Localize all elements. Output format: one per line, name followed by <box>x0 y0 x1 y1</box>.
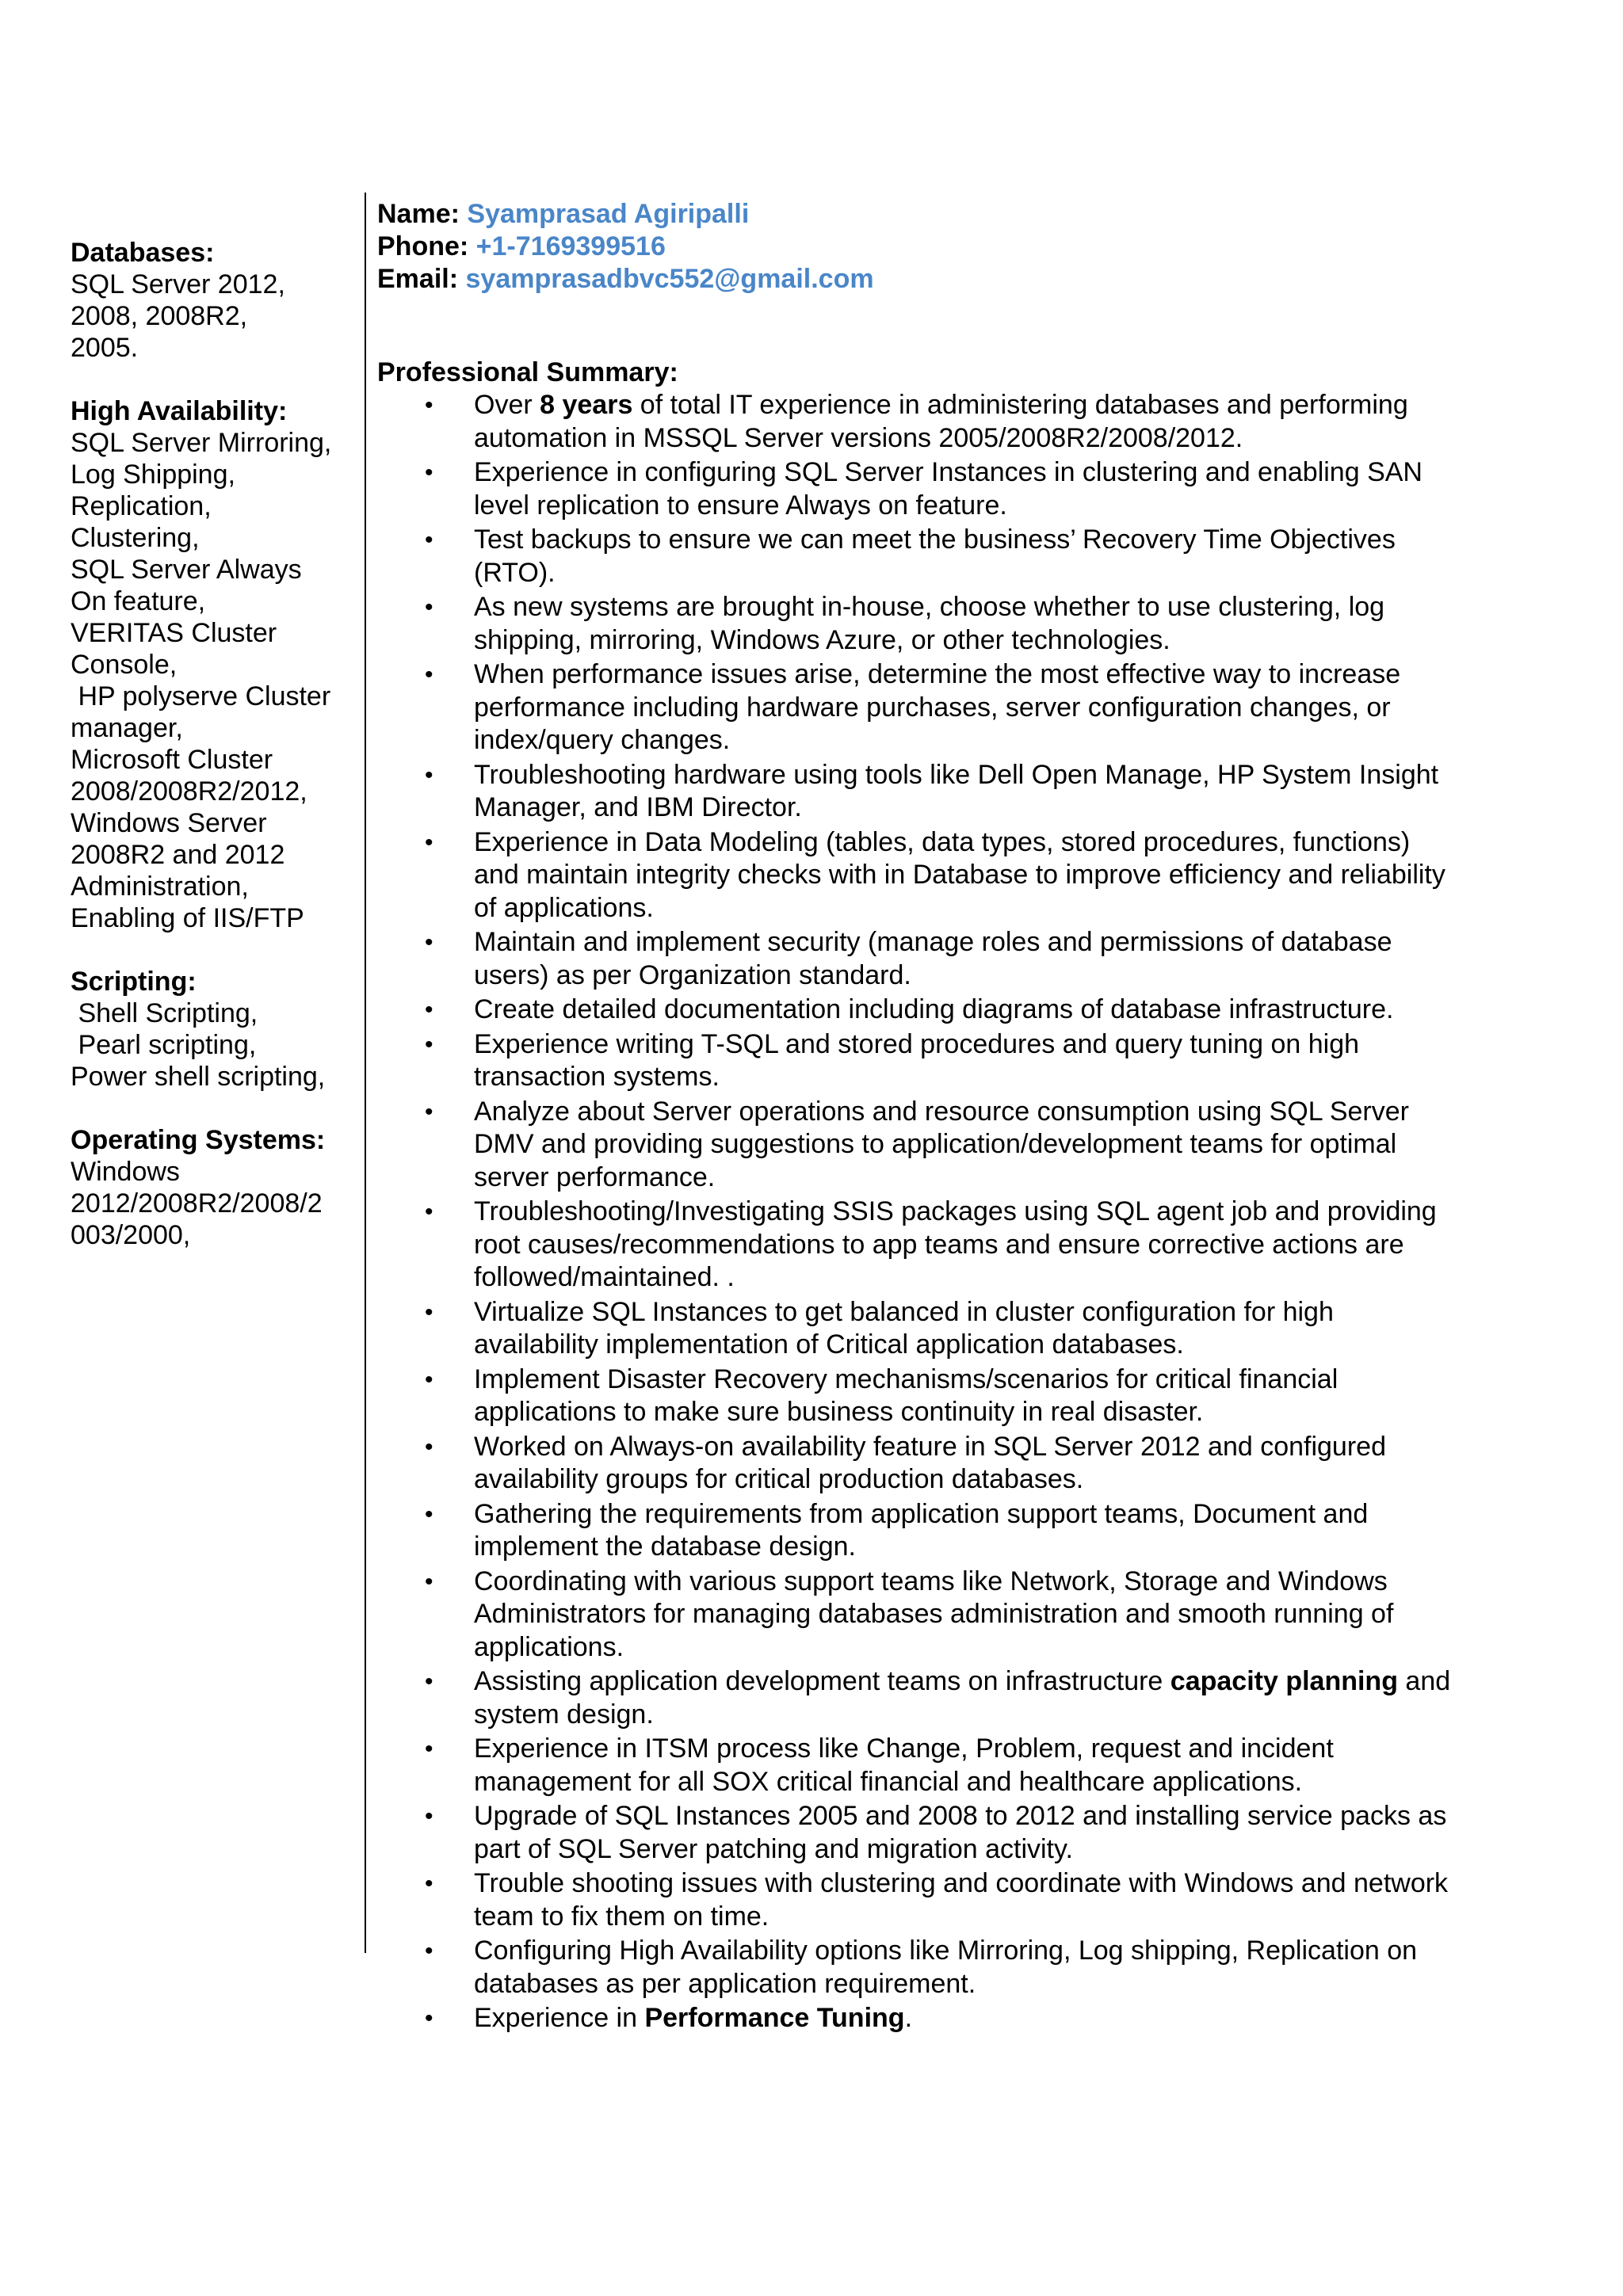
sidebar-line: 2005. <box>71 333 139 363</box>
summary-text: Experience in configuring SQL Server Instances in clustering and enabling SAN level replication to ensure Always on feature. <box>474 457 1423 521</box>
bullet-icon: • <box>425 1669 433 1695</box>
summary-item <box>377 759 1455 825</box>
sidebar-line: Log Shipping, <box>71 460 235 490</box>
summary-item <box>377 658 1455 757</box>
summary-item <box>377 389 1455 455</box>
contact-email <box>377 263 1455 296</box>
summary-item <box>377 1800 1455 1866</box>
sidebar-line: SQL Server 2012, <box>71 269 285 299</box>
sidebar-line: HP polyserve Cluster <box>71 681 331 711</box>
summary-text: Implement Disaster Recovery mechanisms/scenarios for critical financial applications to make sure business continuity in real disaster. <box>474 1363 1338 1427</box>
summary-text: Experience in <box>474 2003 645 2033</box>
sidebar-line: Console, <box>71 650 178 680</box>
contact-phone <box>377 231 1455 263</box>
summary-text: Gathering the requirements from application support teams, Document and implement the database design. <box>474 1498 1369 1562</box>
summary-text: Test backups to ensure we can meet the business’ Recovery Time Objectives (RTO). <box>474 524 1396 588</box>
sidebar-line: 2008, 2008R2, <box>71 301 248 331</box>
summary-text: of total IT experience in administering databases and performing automation in MSSQL Server versions 2005/2008R2/2008/2012. <box>474 390 1408 453</box>
sidebar-line: 2008R2 and 2012 <box>71 840 285 870</box>
bullet-icon: • <box>425 594 433 620</box>
summary-emphasis: capacity planning <box>1170 1666 1398 1696</box>
sidebar-section-heading: Scripting: <box>71 967 197 997</box>
summary-item <box>377 591 1455 657</box>
summary-item <box>377 1867 1455 1933</box>
summary-text: As new systems are brought in-house, choose whether to use clustering, log shipping, mirroring, Windows Azure, or other technologies. <box>474 592 1385 655</box>
summary-text: Analyze about Server operations and resource consumption using SQL Server DMV and providing suggestions to application/development teams for optimal server performance. <box>474 1096 1409 1192</box>
summary-text: Virtualize SQL Instances to get balanced in cluster configuration for high availability implementation of Critical application databases. <box>474 1296 1334 1360</box>
summary-item <box>377 1296 1455 1362</box>
summary-item <box>377 926 1455 992</box>
sidebar-line: 2012/2008R2/2008/2 <box>71 1188 323 1219</box>
name-value: Syamprasad Agiripalli <box>467 199 750 229</box>
summary-text: Troubleshooting/Investigating SSIS packages using SQL agent job and providing root causes/recommendations to app teams and ensure corrective actions are followed/maintained. . <box>474 1196 1437 1292</box>
bullet-icon: • <box>425 392 433 418</box>
contact-name <box>377 198 1455 231</box>
phone-value: +1-7169399516 <box>475 231 666 261</box>
bullet-icon: • <box>425 1098 433 1125</box>
sidebar-line: 003/2000, <box>71 1220 191 1250</box>
summary-item <box>377 2002 1455 2035</box>
sidebar-section-heading: High Availability: <box>71 396 288 426</box>
sidebar-section <box>71 1124 356 1251</box>
sidebar-section-heading: Operating Systems: <box>71 1125 326 1155</box>
sidebar-line: SQL Server Mirroring, <box>71 428 332 458</box>
summary-emphasis: Performance Tuning <box>644 2003 905 2033</box>
email-value: syamprasadbvc552@gmail.com <box>465 264 874 294</box>
summary-text: . <box>904 2003 913 2033</box>
summary-heading: Professional Summary: <box>377 357 678 387</box>
skills-sidebar <box>71 237 356 1283</box>
sidebar-line: manager, <box>71 713 183 743</box>
sidebar-line: Power shell scripting, <box>71 1062 326 1092</box>
summary-item <box>377 524 1455 589</box>
summary-item <box>377 1935 1455 2000</box>
sidebar-section <box>71 966 356 1093</box>
summary-item <box>377 826 1455 925</box>
sidebar-line: Windows Server <box>71 808 267 838</box>
summary-text: Experience in ITSM process like Change, Problem, request and incident management for all SOX critical financial and healthcare applications. <box>474 1733 1334 1797</box>
bullet-icon: • <box>425 997 433 1023</box>
summary-item <box>377 1196 1455 1295</box>
bullet-icon: • <box>425 662 433 688</box>
bullet-icon: • <box>425 929 433 955</box>
summary-item <box>377 994 1455 1027</box>
summary-text: Configuring High Availability options like Mirroring, Log shipping, Replication on databases as per application requirement. <box>474 1936 1418 1999</box>
bullet-icon: • <box>425 761 433 788</box>
summary-text: Troubleshooting hardware using tools like Dell Open Manage, HP System Insight Manager, and IBM Director. <box>474 759 1439 822</box>
sidebar-section-heading: Databases: <box>71 238 215 268</box>
bullet-icon: • <box>425 1366 433 1393</box>
summary-item <box>377 1363 1455 1429</box>
sidebar-line: Pearl scripting, <box>71 1030 257 1060</box>
bullet-icon: • <box>425 1736 433 1762</box>
summary-text: Assisting application development teams on infrastructure <box>474 1666 1170 1696</box>
sidebar-line: 2008/2008R2/2012, <box>71 776 307 807</box>
summary-text: Maintain and implement security (manage roles and permissions of database users) as per Organization standard. <box>474 927 1392 990</box>
summary-item <box>377 1028 1455 1094</box>
name-label: Name: <box>377 199 460 229</box>
bullet-icon: • <box>425 1938 433 1964</box>
sidebar-section <box>71 237 356 364</box>
bullet-icon: • <box>425 460 433 486</box>
summary-text: Experience writing T-SQL and stored procedures and query tuning on high transaction systems. <box>474 1028 1360 1092</box>
sidebar-section <box>71 395 356 934</box>
summary-emphasis: 8 years <box>540 390 633 420</box>
bullet-icon: • <box>425 1803 433 1829</box>
summary-item <box>377 1665 1455 1731</box>
summary-item <box>377 1498 1455 1564</box>
bullet-icon: • <box>425 1031 433 1058</box>
summary-item <box>377 1566 1455 1665</box>
summary-text: Over <box>474 390 540 420</box>
bullet-icon: • <box>425 2005 433 2031</box>
summary-text: Create detailed documentation including diagrams of database infrastructure. <box>474 994 1394 1024</box>
resume-main <box>377 198 1455 2037</box>
bullet-icon: • <box>425 1433 433 1460</box>
sidebar-line: SQL Server Always <box>71 555 302 585</box>
summary-text: and system design. <box>474 1666 1451 1730</box>
sidebar-line: Administration, <box>71 871 249 902</box>
bullet-icon: • <box>425 829 433 856</box>
bullet-icon: • <box>425 1501 433 1527</box>
bullet-icon: • <box>425 1299 433 1325</box>
phone-label: Phone: <box>377 231 469 261</box>
summary-text: Upgrade of SQL Instances 2005 and 2008 to 2012 and installing service packs as part of SQL Server patching and migration activity. <box>474 1801 1447 1864</box>
summary-text: Experience in Data Modeling (tables, data types, stored procedures, functions) and maintain integrity checks with in Database to improve efficiency and reliability of applications. <box>474 826 1445 923</box>
summary-item <box>377 456 1455 522</box>
bullet-icon: • <box>425 527 433 553</box>
sidebar-line: Windows <box>71 1157 180 1187</box>
sidebar-line: Shell Scripting, <box>71 998 258 1028</box>
summary-list <box>377 389 1455 2035</box>
email-label: Email: <box>377 264 459 294</box>
summary-item <box>377 1431 1455 1497</box>
bullet-icon: • <box>425 1199 433 1225</box>
sidebar-line: On feature, <box>71 586 206 616</box>
sidebar-line: Replication, <box>71 491 212 521</box>
sidebar-line: Microsoft Cluster <box>71 745 273 775</box>
summary-text: Trouble shooting issues with clustering and coordinate with Windows and network team to fix them on time. <box>474 1868 1449 1932</box>
bullet-icon: • <box>425 1568 433 1595</box>
sidebar-line: Clustering, <box>71 523 200 553</box>
summary-item <box>377 1733 1455 1798</box>
sidebar-line: VERITAS Cluster <box>71 618 277 648</box>
sidebar-line: Enabling of IIS/FTP <box>71 903 304 933</box>
summary-item <box>377 1096 1455 1195</box>
column-divider <box>365 193 366 1953</box>
bullet-icon: • <box>425 1871 433 1897</box>
summary-text: Coordinating with various support teams like Network, Storage and Windows Administrators for managing databases administration and smooth running of applications. <box>474 1566 1394 1662</box>
summary-text: Worked on Always-on availability feature in SQL Server 2012 and configured availability groups for critical production databases. <box>474 1431 1386 1494</box>
summary-text: When performance issues arise, determine the most effective way to increase performance including hardware purchases, server configuration changes, or index/query changes. <box>474 659 1401 755</box>
